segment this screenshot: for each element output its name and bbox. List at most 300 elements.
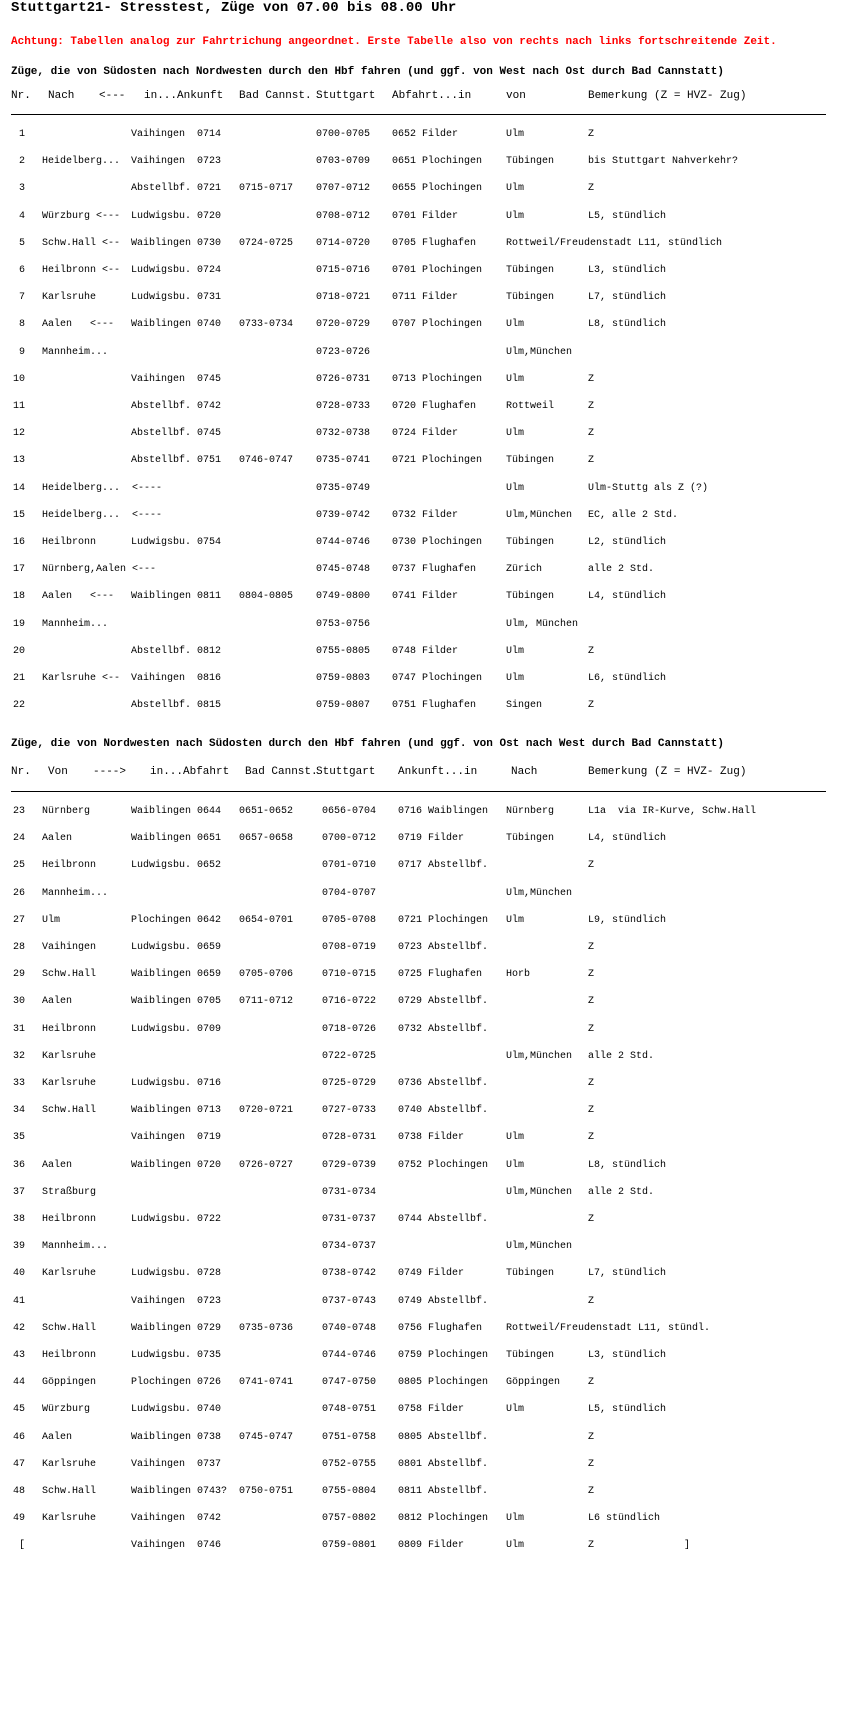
table-row [0,347,854,361]
cell-station: 0805 Abstellbf. [398,1431,489,1443]
col-arrow: <--- [99,90,126,102]
cell-nr: 41 [12,1295,25,1307]
cell-bemerkung: L7, stündlich [588,292,667,304]
cell-stuttgart: 0725-0729 [322,1078,377,1089]
cell-nr: 14 [12,482,25,494]
cell-nr: 24 [12,833,25,845]
col-abfahrt-in: Abfahrt...in [392,90,472,102]
table-row [0,591,854,605]
cell-bemerkung: Z [588,129,595,140]
cell-place: Heidelberg... <---- [42,509,163,521]
cell-station: 0721 Plochingen [398,914,489,926]
cell-place2: Ulm,München [506,1050,573,1062]
col-bad-cannst: Bad Cannst. [239,90,312,102]
cell-place: Schw.Hall [42,1486,97,1497]
cell-station: 0811 Abstellbf. [398,1486,489,1497]
table-row [0,374,854,388]
cell-bemerkung: EC, alle 2 Std. [588,509,679,521]
cell-station: 0652 Filder [392,129,459,140]
cell-stuttgart: 0749-0800 [316,591,371,603]
table-row [0,1404,854,1418]
cell-stuttgart: 0720-0729 [316,319,371,331]
table1-divider [11,114,826,115]
cell-station-time: Vaihingen 0723 [131,1295,222,1307]
cell-nr: 25 [12,860,25,872]
cell-station: 0752 Plochingen [398,1159,489,1171]
cell-stuttgart: 0735-0741 [316,455,371,467]
cell-place: Karlsruhe [42,1268,97,1280]
cell-station-time: Abstellbf. 0815 [131,700,222,712]
cell-bemerkung: L8, stündlich [588,319,667,331]
cell-nr: 36 [12,1159,25,1171]
cell-stuttgart: 0734-0737 [322,1241,377,1253]
table-row [0,1105,854,1119]
table-row [0,455,854,469]
cell-station-time: Ludwigsbu. 0722 [131,1214,222,1225]
cell-place2: Ulm, München [506,618,579,630]
cell-stuttgart: 0707-0712 [316,183,371,195]
cell-bemerkung: L4, stündlich [588,833,667,845]
cell-bemerkung: L3, stündlich [588,1350,667,1361]
cell-stuttgart: 0731-0737 [322,1214,377,1225]
cell-stuttgart: 0727-0733 [322,1105,377,1117]
table-row [0,1377,854,1391]
col-von: Von [48,766,68,778]
cell-place2: Ulm [506,1132,525,1144]
cell-bemerkung: L5, stündlich [588,1404,667,1416]
table-row [0,156,854,170]
table1-header-row [0,90,854,104]
col-nr: Nr. [11,766,31,778]
cell-place: Schw.Hall [42,969,97,981]
cell-place2: Ulm [506,183,525,195]
table-row [0,1268,854,1282]
cell-bemerkung: Z [588,183,595,195]
cell-station: 0701 Plochingen [392,265,483,276]
cell-bemerkung: L6 stündlich [588,1513,661,1525]
cell-place2: Rottweil [506,401,555,412]
cell-nr: 13 [12,455,25,467]
table-row [0,1187,854,1201]
cell-station-time: Vaihingen 0719 [131,1132,222,1144]
cell-nr: 2 [18,156,25,168]
cell-place2: Horb [506,969,531,981]
cell-nr: 46 [12,1431,25,1443]
cell-place: Heilbronn [42,1350,97,1361]
col-arrow: ----> [93,766,127,778]
cell-nr: 10 [12,373,25,385]
page-title: Stuttgart21- Stresstest, Züge von 07.00 bis 08.00 Uhr [11,0,457,16]
cell-nr: 19 [12,618,25,630]
cell-bad-cannst: 0724-0725 [239,237,294,249]
col-von: von [506,90,526,102]
cell-nr: 49 [12,1513,25,1525]
table-row [0,1051,854,1065]
table-row [0,1323,854,1337]
col-in-ankunft: in...Ankunft [144,90,224,102]
cell-nr: 15 [12,509,25,521]
table-row [0,806,854,820]
table-row [0,510,854,524]
table-row [0,860,854,874]
cell-nr: 32 [12,1050,25,1062]
table-row [0,942,854,956]
cell-bemerkung: Ulm-Stuttg als Z (?) [588,482,709,494]
cell-nr: 5 [18,237,25,249]
cell-stuttgart: 0722-0725 [322,1050,377,1062]
cell-place: Straßburg [42,1186,97,1198]
cell-station: 0740 Abstellbf. [398,1105,489,1117]
table-row [0,888,854,902]
cell-nr: 3 [18,183,25,195]
cell-station: 0732 Abstellbf. [398,1023,489,1035]
cell-station: 0701 Filder [392,210,459,222]
cell-station-time: Waiblingen 0659 [131,969,222,981]
cell-station-time: Waiblingen 0743? [131,1486,228,1497]
cell-station: 0719 Filder [398,833,465,845]
cell-nr: 40 [12,1268,25,1280]
table-row [0,1513,854,1527]
cell-stuttgart: 0755-0804 [322,1486,377,1497]
cell-bad-cannst: 0657-0658 [239,833,294,845]
cell-place2: Tübingen [506,1268,555,1280]
cell-place: Karlsruhe <-- [42,673,121,684]
cell-place: Mannheim... [42,1241,109,1253]
cell-place: Karlsruhe [42,1050,97,1062]
cell-station-time: Ludwigsbu. 0735 [131,1350,222,1361]
cell-nr: 31 [12,1023,25,1035]
cell-station-time: Vaihingen 0746 [131,1540,222,1552]
cell-nr: 45 [12,1404,25,1416]
cell-bemerkung: Z [588,1132,595,1144]
cell-bemerkung: L4, stündlich [588,591,667,603]
cell-nr: 33 [12,1078,25,1089]
cell-bemerkung: L2, stündlich [588,537,667,548]
cell-bemerkung: L7, stündlich [588,1268,667,1280]
cell-bemerkung: L5, stündlich [588,210,667,222]
cell-place2: Tübingen [506,455,555,467]
cell-stuttgart: 0732-0738 [316,428,371,440]
cell-station: 0758 Filder [398,1404,465,1416]
cell-bad-cannst: 0735-0736 [239,1322,294,1334]
cell-nr: 23 [12,806,25,817]
cell-stuttgart: 0708-0719 [322,942,377,953]
cell-nr: 27 [12,914,25,926]
cell-stuttgart: 0718-0721 [316,292,371,304]
cell-station: 0738 Filder [398,1132,465,1144]
cell-place: Mannheim... [42,887,109,899]
cell-place2: Ulm,München [506,1186,573,1198]
cell-place2: Rottweil/Freudenstadt L11, stündlich [506,237,723,249]
cell-stuttgart: 0744-0746 [322,1350,377,1361]
cell-bemerkung: L8, stündlich [588,1159,667,1171]
cell-bemerkung: L1a via IR-Kurve, Schw.Hall [588,806,757,817]
cell-station-time: Waiblingen 0713 [131,1105,222,1117]
cell-bemerkung: Z [588,1431,595,1443]
cell-station-time: Plochingen 0726 [131,1377,222,1389]
cell-bemerkung: Z [588,428,595,440]
cell-station-time: Vaihingen 0745 [131,373,222,385]
cell-bemerkung: Z [588,455,595,467]
cell-stuttgart: 0656-0704 [322,806,377,817]
cell-place2: Tübingen [506,591,555,603]
cell-stuttgart: 0710-0715 [322,969,377,981]
cell-bemerkung: alle 2 Std. [588,564,655,576]
cell-nr: 8 [18,319,25,331]
cell-bemerkung: Z [588,1105,595,1117]
cell-place2: Ulm [506,129,525,140]
cell-bemerkung: L9, stündlich [588,914,667,926]
table-row [0,183,854,197]
cell-place2: Ulm [506,1540,525,1552]
cell-station-time: Ludwigsbu. 0724 [131,265,222,276]
table-row [0,833,854,847]
table-row [0,673,854,687]
cell-station-time: Ludwigsbu. 0754 [131,537,222,548]
cell-nr: 1 [18,129,25,140]
cell-place: Vaihingen [42,942,97,953]
cell-nr: [ [18,1540,25,1552]
cell-place: Heilbronn [42,1214,97,1225]
cell-place: Aalen <--- [42,591,115,603]
table2-divider [11,791,826,792]
cell-station: 0711 Filder [392,292,459,304]
cell-station-time: Waiblingen 0644 [131,806,222,817]
table-row [0,428,854,442]
cell-stuttgart: 0731-0734 [322,1186,377,1198]
table-row [0,1459,854,1473]
cell-station-time: Vaihingen 0742 [131,1513,222,1525]
cell-stuttgart: 0728-0731 [322,1132,377,1144]
cell-bemerkung: Z [588,1023,595,1035]
cell-bemerkung: Z [588,1214,595,1225]
cell-place: Heilbronn <-- [42,265,121,276]
cell-station-time: Vaihingen 0737 [131,1458,222,1470]
table-row [0,1241,854,1255]
cell-stuttgart: 0701-0710 [322,860,377,872]
cell-station-time: Waiblingen 0651 [131,833,222,845]
cell-place: Karlsruhe [42,292,97,304]
cell-place2: Singen [506,700,543,712]
cell-place2: Ulm [506,319,525,331]
cell-place2: Ulm [506,428,525,440]
col-stuttgart: Stuttgart [316,766,376,778]
cell-bemerkung: Z [588,700,595,712]
cell-nr: 29 [12,969,25,981]
cell-nr: 16 [12,537,25,548]
cell-bad-cannst: 0733-0734 [239,319,294,331]
cell-stuttgart: 0759-0801 [322,1540,377,1552]
cell-nr: 48 [12,1486,25,1497]
cell-place: Nürnberg [42,806,91,817]
table-row [0,265,854,279]
cell-place: Heilbronn [42,1023,97,1035]
cell-bemerkung: Z [588,969,595,981]
cell-station-time: Vaihingen 0714 [131,129,222,140]
cell-nr: 20 [12,645,25,657]
cell-stuttgart: 0703-0709 [316,156,371,168]
cell-stuttgart: 0739-0742 [316,509,371,521]
cell-stuttgart: 0705-0708 [322,914,377,926]
cell-stuttgart: 0728-0733 [316,401,371,412]
cell-place: Würzburg <--- [42,210,121,222]
cell-station-time: Waiblingen 0740 [131,319,222,331]
cell-place: Aalen [42,996,73,1008]
table-row [0,1214,854,1228]
cell-station-time: Waiblingen 0705 [131,996,222,1008]
cell-bemerkung: Z [588,645,595,657]
cell-place: Schw.Hall [42,1105,97,1117]
table2-heading: Züge, die von Nordwesten nach Südosten durch den Hbf fahren (und ggf. von Ost nach West durch Bad Cannstatt) [11,738,724,750]
cell-station: 0729 Abstellbf. [398,996,489,1008]
cell-stuttgart: 0737-0743 [322,1295,377,1307]
cell-bemerkung: Z [588,1486,595,1497]
cell-place2: Ulm [506,373,525,385]
cell-place2: Tübingen [506,537,555,548]
cell-station-time: Ludwigsbu. 0709 [131,1023,222,1035]
cell-stuttgart: 0757-0802 [322,1513,377,1525]
cell-stuttgart: 0759-0807 [316,700,371,712]
cell-place2: Ulm,München [506,346,573,358]
cell-bemerkung: bis Stuttgart Nahverkehr? [588,156,739,168]
table-row [0,996,854,1010]
cell-nr: 18 [12,591,25,603]
cell-station-time: Waiblingen 0738 [131,1431,222,1443]
cell-place2: Göppingen [506,1377,561,1389]
cell-place2: Ulm [506,1159,525,1171]
col-bad-cannst: Bad Cannst. [245,766,318,778]
cell-place2: Ulm [506,1404,525,1416]
cell-place: Schw.Hall [42,1322,97,1334]
cell-station-time: Abstellbf. 0812 [131,645,222,657]
cell-nr: 21 [12,673,25,684]
cell-bemerkung: Z [588,942,595,953]
cell-nr: 6 [18,265,25,276]
cell-station: 0749 Abstellbf. [398,1295,489,1307]
cell-place2: Ulm [506,914,525,926]
cell-place: Heidelberg... <---- [42,482,163,494]
cell-bad-cannst: 0804-0805 [239,591,294,603]
cell-bemerkung: alle 2 Std. [588,1050,655,1062]
cell-place2: Ulm,München [506,1241,573,1253]
table2-header-row [0,766,854,780]
cell-station: 0713 Plochingen [392,373,483,385]
cell-station-time: Vaihingen 0816 [131,673,222,684]
cell-place: Schw.Hall <-- [42,237,121,249]
cell-place: Ulm [42,914,61,926]
cell-nr: 34 [12,1105,25,1117]
cell-stuttgart: 0700-0705 [316,129,371,140]
table-row [0,537,854,551]
cell-stuttgart: 0747-0750 [322,1377,377,1389]
cell-nr: 35 [12,1132,25,1144]
cell-station: 0724 Filder [392,428,459,440]
cell-stuttgart: 0740-0748 [322,1322,377,1334]
cell-bad-cannst: 0746-0747 [239,455,294,467]
cell-place: Karlsruhe [42,1078,97,1089]
table-row [0,1486,854,1500]
cell-stuttgart: 0714-0720 [316,237,371,249]
cell-nr: 30 [12,996,25,1008]
cell-stuttgart: 0745-0748 [316,564,371,576]
cell-stuttgart: 0729-0739 [322,1159,377,1171]
table-row [0,915,854,929]
cell-stuttgart: 0704-0707 [322,887,377,899]
cell-station: 0730 Plochingen [392,537,483,548]
cell-nr: 47 [12,1458,25,1470]
cell-stuttgart: 0700-0712 [322,833,377,845]
cell-station: 0801 Abstellbf. [398,1458,489,1470]
cell-station: 0744 Abstellbf. [398,1214,489,1225]
cell-bad-cannst: 0750-0751 [239,1486,294,1497]
cell-stuttgart: 0752-0755 [322,1458,377,1470]
cell-station: 0720 Flughafen [392,401,477,412]
cell-nr: 28 [12,942,25,953]
col-stuttgart: Stuttgart [316,90,376,102]
cell-station: 0655 Plochingen [392,183,483,195]
cell-place: Karlsruhe [42,1513,97,1525]
table-row [0,1350,854,1364]
cell-place: Nürnberg,Aalen <--- [42,564,157,576]
table-row [0,1024,854,1038]
cell-station: 0717 Abstellbf. [398,860,489,872]
cell-bemerkung: Z [588,401,595,412]
table-row [0,564,854,578]
cell-stuttgart: 0718-0726 [322,1023,377,1035]
table-row [0,238,854,252]
cell-nr: 4 [18,210,25,222]
cell-station-time: Ludwigsbu. 0728 [131,1268,222,1280]
cell-place2: Ulm [506,645,525,657]
cell-nr: 39 [12,1241,25,1253]
cell-station-time: Ludwigsbu. 0731 [131,292,222,304]
cell-station-time: Ludwigsbu. 0659 [131,942,222,953]
cell-bad-cannst: 0654-0701 [239,914,294,926]
table-row [0,1160,854,1174]
cell-station-time: Abstellbf. 0721 [131,183,222,195]
cell-bemerkung: Z ] [588,1540,691,1552]
table-row [0,401,854,415]
cell-station: 0809 Filder [398,1540,465,1552]
cell-station: 0651 Plochingen [392,156,483,168]
cell-station: 0707 Plochingen [392,319,483,331]
cell-station-time: Vaihingen 0723 [131,156,222,168]
table-row [0,969,854,983]
cell-place: Mannheim... [42,346,109,358]
cell-station-time: Abstellbf. 0745 [131,428,222,440]
cell-place2: Ulm,München [506,509,573,521]
table-row [0,319,854,333]
cell-nr: 22 [12,700,25,712]
table-row [0,1540,854,1554]
cell-bad-cannst: 0651-0652 [239,806,294,817]
cell-place2: Tübingen [506,292,555,304]
cell-station: 0721 Plochingen [392,455,483,467]
cell-bemerkung: Z [588,860,595,872]
cell-station: 0748 Filder [392,645,459,657]
cell-place: Karlsruhe [42,1458,97,1470]
cell-station-time: Ludwigsbu. 0740 [131,1404,222,1416]
cell-place2: Ulm [506,210,525,222]
cell-station: 0723 Abstellbf. [398,942,489,953]
cell-nr: 37 [12,1186,25,1198]
cell-place2: Tübingen [506,1350,555,1361]
col-bemerkung: Bemerkung (Z = HVZ- Zug) [588,766,747,778]
cell-stuttgart: 0755-0805 [316,645,371,657]
cell-bemerkung: Z [588,996,595,1008]
cell-station: 0741 Filder [392,591,459,603]
cell-nr: 12 [12,428,25,440]
